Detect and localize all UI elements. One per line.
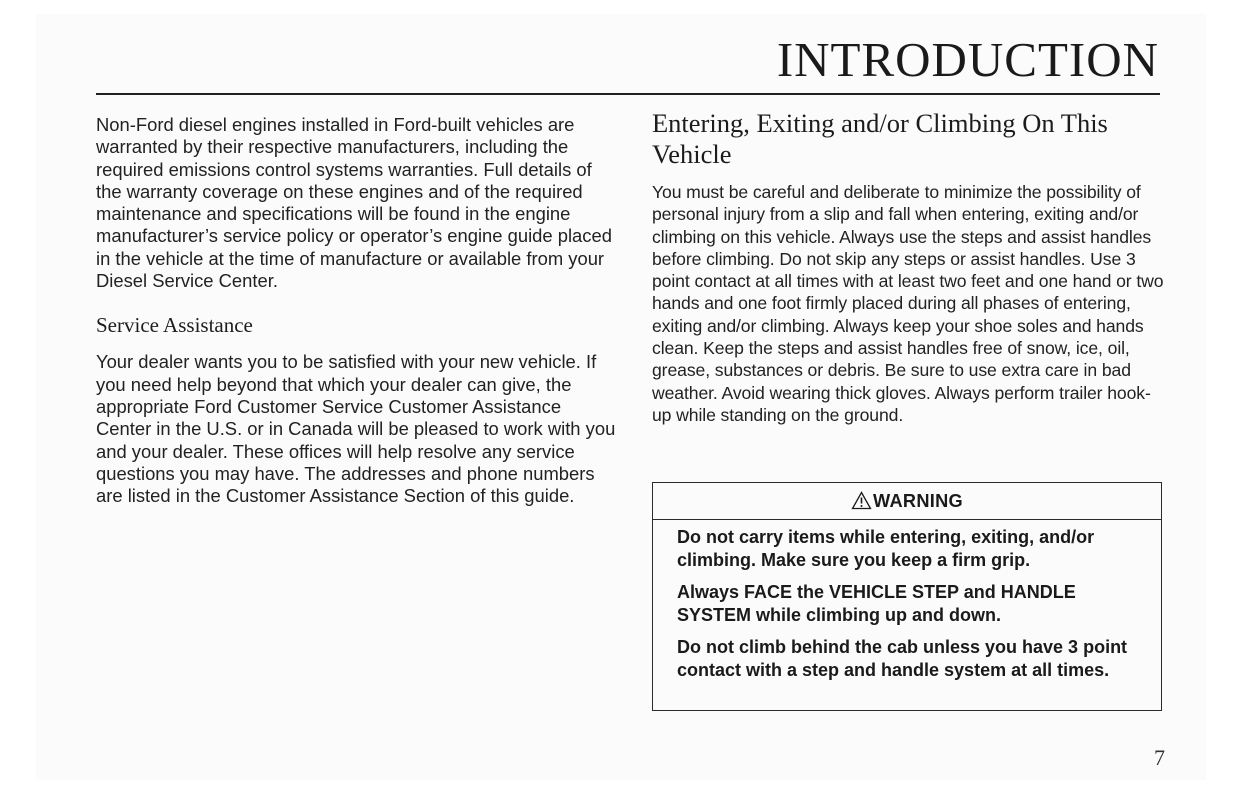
page-number: 7 xyxy=(1154,745,1165,770)
service-assistance-paragraph: Your dealer wants you to be satisfied with your new vehicle. If you need help beyond that which your dealer can give, the appropriate Ford Customer Service Customer Assistance Center in the U.S. or in Canada will be pleased to work with you and your dealer. These offices will help resolve any service questions you may have. The addresses and phone numbers are listed in the Customer Assistance Section of this guide. xyxy=(96,351,616,507)
warning-box xyxy=(652,482,1162,711)
warning-label: WARNING xyxy=(873,490,963,511)
right-column xyxy=(652,108,1167,426)
entering-exiting-heading: Entering, Exiting and/or Climbing On This Vehicle xyxy=(652,108,1108,169)
entering-exiting-paragraph: You must be careful and deliberate to minimize the possibility of personal injury from a slip and fall when entering, exiting and/or climbing on this vehicle. Always use the steps and assist handles before climbing. Do not skip any steps or assist handles. Use 3 point contact at all times with at least two feet and one hand or two hands and one foot firmly placed during all phases of entering, exiting and/or climbing. Always keep your shoe soles and hands clean. Keep the steps and assist handles free of snow, ice, oil, grease, substances or debris. Be sure to use extra care in bad weather. Avoid wearing thick gloves. Always perform trailer hook-up while standing on the ground. xyxy=(652,182,1164,425)
warning-triangle-icon xyxy=(851,491,872,510)
page-title: INTRODUCTION xyxy=(776,32,1159,87)
diesel-warranty-paragraph: Non-Ford diesel engines installed in Ford-built vehicles are warranted by their respective manufacturers, including the required emissions control systems warranties. Full details of the warranty coverage on these engines and of the required maintenance and specifications will be found in the engine manufacturer’s service policy or operator’s engine guide placed in the vehicle at the time of manufacture or available from your Diesel Service Center. xyxy=(96,114,612,292)
warning-item: Do not climb behind the cab unless you have 3 point contact with a step and handle system at all times. xyxy=(677,637,1128,680)
title-rule xyxy=(96,93,1160,95)
warning-body xyxy=(653,520,1161,682)
warning-header xyxy=(653,483,1161,520)
warning-item: Do not carry items while entering, exiting, and/or climbing. Make sure you keep a firm grip. xyxy=(677,527,1095,570)
service-assistance-heading: Service Assistance xyxy=(96,313,253,338)
left-column xyxy=(96,114,616,507)
warning-item: Always FACE the VEHICLE STEP and HANDLE SYSTEM while climbing up and down. xyxy=(677,582,1076,625)
